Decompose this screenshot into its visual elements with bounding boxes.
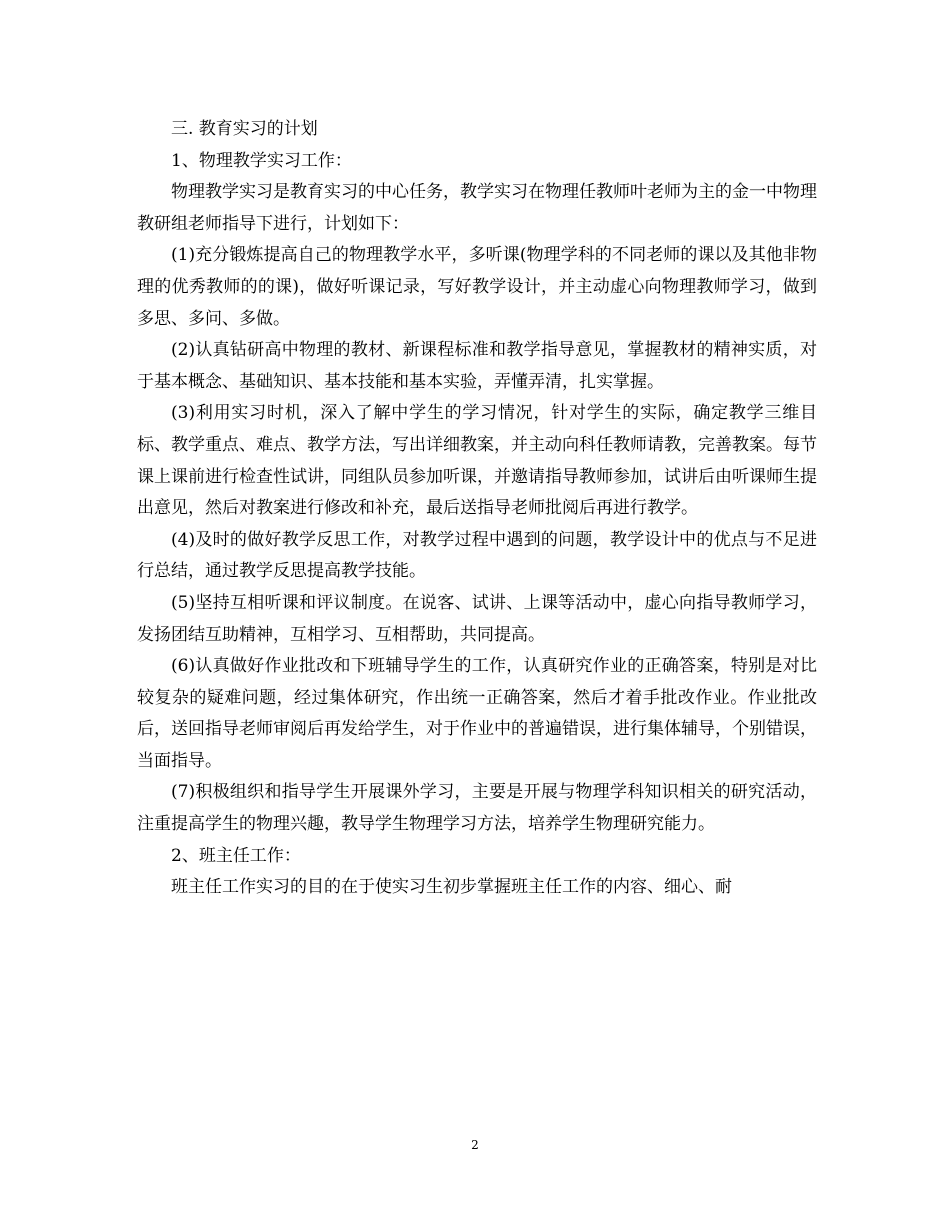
paragraph-item-7: (7)积极组织和指导学生开展课外学习，主要是开展与物理学科知识相关的研究活动，注重提高学生的物理兴趣，教导学生物理学习方法，培养学生物理研究能力。 — [137, 782, 817, 835]
section-heading: 三. 教育实习的计划 — [171, 119, 318, 139]
paragraph-item-5: (5)坚持互相听课和评议制度。在说客、试讲、上课等活动中，虚心向指导教师学习，发扬团结互助精神，互相学习、互相帮助，共同提高。 — [137, 592, 817, 645]
subsection-heading-class-teacher: 2、班主任工作： — [171, 845, 301, 866]
page-number: 2 — [471, 1138, 479, 1152]
paragraph-class-teacher-intro: 班主任工作实习的目的在于使实习生初步掌握班主任工作的内容、细心、耐 — [171, 877, 732, 898]
paragraph-item-4: (4)及时的做好教学反思工作，对教学过程中遇到的问题，教学设计中的优点与不足进行总结，通过教学反思提高教学技能。 — [137, 529, 817, 582]
paragraph-item-3: (3)利用实习时机，深入了解中学生的学习情况，针对学生的实际，确定教学三维目标、教学重点、难点、教学方法，写出详细教案，并主动向科任教师请教，完善教案。每节课上课前进行检查性试讲，同组队员参加听课，并邀请指导教师参加，试讲后由听课师生提出意见，然后对教案进行修改和补充，最后送指导老师批阅后再进行教学。 — [137, 403, 817, 519]
document-body — [137, 114, 817, 904]
subsection-heading-physics-teaching: 1、物理教学实习工作： — [171, 150, 352, 171]
paragraph-item-1: (1)充分锻炼提高自己的物理教学水平，多听课(物理学科的不同老师的课以及其他非物理的优秀教师的的课)，做好听课记录，写好教学设计，并主动虚心向物理教师学习，做到多思、多问、多做。 — [137, 245, 817, 329]
paragraph-item-2: (2)认真钻研高中物理的教材、新课程标准和教学指导意见，掌握教材的精神实质，对于基本概念、基础知识、基本技能和基本实验，弄懂弄清，扎实掌握。 — [137, 340, 817, 392]
paragraph-intro: 物理教学实习是教育实习的中心任务，教学实习在物理任教师叶老师为主的金一中物理教研组老师指导下进行，计划如下： — [137, 182, 817, 234]
paragraph-item-6: (6)认真做好作业批改和下班辅导学生的工作，认真研究作业的正确答案，特别是对比较复杂的疑难问题，经过集体研究，作出统一正确答案，然后才着手批改作业。作业批改后，送回指导老师审阅后再发给学生，对于作业中的普遍错误，进行集体辅导，个别错误，当面指导。 — [137, 656, 817, 771]
